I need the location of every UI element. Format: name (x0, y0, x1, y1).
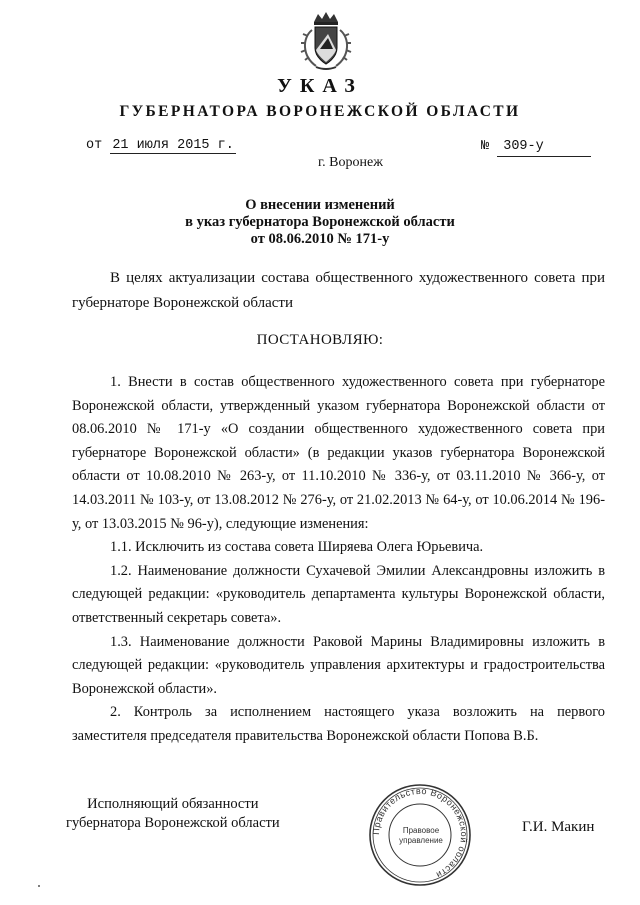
decree-number (481, 138, 591, 157)
stamp-center-text (399, 826, 443, 846)
stamp-center-line: управление (399, 836, 443, 845)
paragraph-2: 2. Контроль за исполнением настоящего указа возложить на первого заместителя председателя правительства Воронежской области Попова В.Б. (72, 704, 605, 744)
signer-role-line: Исполняющий обязанности (87, 796, 259, 812)
coat-of-arms-icon (298, 10, 354, 72)
city: г. Воронеж (318, 155, 383, 170)
number-prefix: № (481, 139, 490, 154)
signer-name: Г.И. Макин (522, 819, 595, 835)
stamp-ring-text: Правительство Воронежской области (370, 785, 470, 881)
decree-date (86, 137, 236, 155)
decree-heading: УКАЗ (277, 75, 363, 97)
paragraph-1-2: 1.2. Наименование должности Сухачевой Эмилии Александровны изложить в следующей редакции: «руководитель департамента культуры Воронежской области, ответственный секретарь совета». (72, 562, 605, 626)
stamp-center-line: Правовое (402, 826, 440, 835)
paragraph-1: 1. Внести в состав общественного художественного совета при губернаторе Воронежской области, утвержденный указом губернатора Воронежской области от 08.06.2010 № 171-у «О создании общественного художественного совета при губернаторе Воронежской области» (в редакции указов губернатора Воронежской области от 10.08.2010 № 263-у, от 11.10.2010 № 336-у, от 03.11.2010 № 366-у, от 14.03.2011 № 103-у, от 13.08.2012 № 276-у, от 21.02.2013 № 64-у, от 10.06.2014 № 196-у, от 13.03.2015 № 96-у), следующие изменения: (72, 374, 605, 532)
date-value: 21 июля 2015 г. (112, 138, 234, 153)
signer-role-line: губернатора Воронежской области (66, 815, 280, 831)
document-title (0, 197, 640, 248)
decree-body (72, 371, 605, 749)
signer-role (66, 795, 280, 833)
issuer-heading: ГУБЕРНАТОРА ВОРОНЕЖСКОЙ ОБЛАСТИ (119, 103, 521, 120)
title-line: О внесении изменений (245, 197, 395, 213)
title-line: от 08.06.2010 № 171-у (250, 231, 390, 247)
paragraph-1-3: 1.3. Наименование должности Раковой Марины Владимировны изложить в следующей редакции: «руководитель управления архитектуры и градостроительства Воронежской области». (72, 633, 605, 697)
title-line: в указ губернатора Воронежской области (185, 214, 455, 230)
scan-speck (38, 885, 40, 887)
preamble (72, 266, 605, 316)
resolution-word: ПОСТАНОВЛЯЮ: (256, 332, 384, 348)
preamble-text: В целях актуализации состава общественного художественного совета при губернаторе Воронежской области (72, 270, 605, 311)
date-prefix: от (86, 138, 103, 153)
number-value: 309-у (497, 138, 591, 157)
paragraph-1-1: 1.1. Исключить из состава совета Ширяева Олега Юрьевича. (110, 539, 484, 556)
